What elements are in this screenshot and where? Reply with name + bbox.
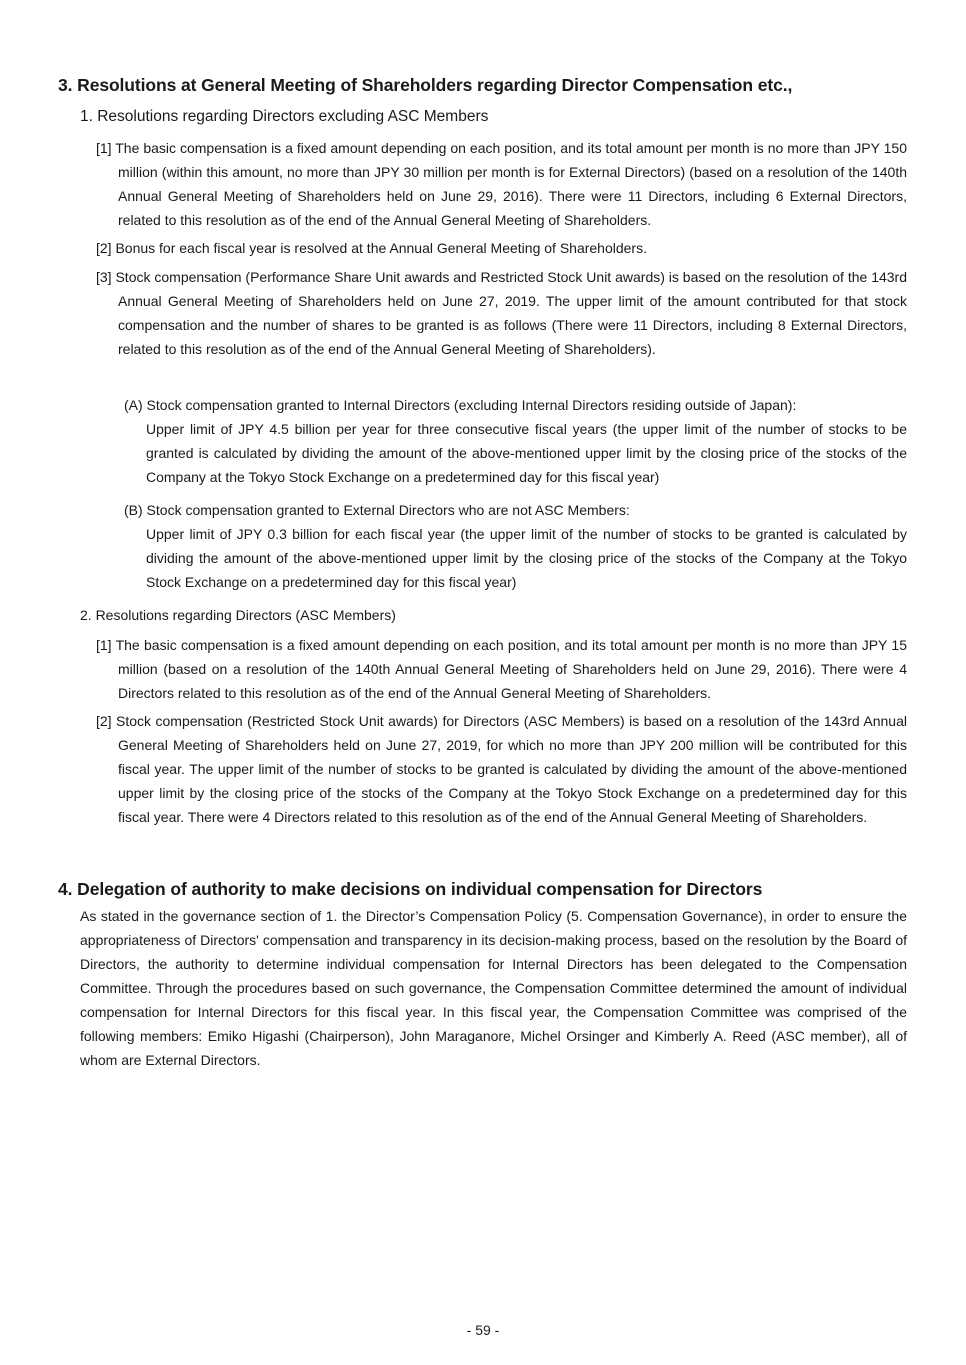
part-2-heading: 2. Resolutions regarding Directors (ASC Members)	[80, 607, 396, 623]
section-4-heading: 4. Delegation of authority to make decisions on individual compensation for Directors	[58, 879, 763, 899]
part-2-item-2: [2] Stock compensation (Restricted Stock Unit awards) for Directors (ASC Members) is based on a resolution of the 143rd Annual General Meeting of Shareholders held on June 27, 2019, for which no more than JPY 200 million will be contributed for this fiscal year. The upper limit of the number of stocks to be granted is calculated by dividing the amount of the above-mentioned upper limit by the closing price of the stocks of the Company at the Tokyo Stock Exchange on a predetermined day for this fiscal year. There were 4 Directors related to this resolution as of the end of the Annual General Meeting of Shareholders.	[96, 713, 907, 825]
part-1-item-3: [3] Stock compensation (Performance Share Unit awards and Restricted Stock Unit awards) is based on the resolution of the 143rd Annual General Meeting of Shareholders held on June 27, 2019. The upper limit of the amount contributed for that stock compensation and the number of shares to be granted is as follows (There were 11 Directors, including 8 External Directors, related to this resolution as of the end of the Annual General Meeting of Shareholders).	[96, 269, 907, 357]
part-1-item-2: [2] Bonus for each fiscal year is resolved at the Annual General Meeting of Shareholders.	[96, 240, 647, 256]
subitem-a-label: (A) Stock compensation granted to Internal Directors (excluding Internal Directors residing outside of Japan):	[124, 397, 797, 413]
part-1-heading: 1. Resolutions regarding Directors excluding ASC Members	[80, 108, 489, 125]
subitem-b-label: (B) Stock compensation granted to External Directors who are not ASC Members:	[124, 502, 630, 518]
section-4-paragraph: As stated in the governance section of 1. the Director’s Compensation Policy (5. Compensation Governance), in order to ensure the appropriateness of Directors' compensation and transparency in its decision-making process, based on the resolution by the Board of Directors, the authority to determine individual compensation for Internal Directors has been delegated to the Compensation Committee. Through the procedures based on such governance, the Compensation Committee determined the amount of individual compensation for Internal Directors for this fiscal year. In this fiscal year, the Compensation Committee was comprised of the following members: Emiko Higashi (Chairperson), John Maraganore, Michel Orsinger and Kimberly A. Reed (ASC member), all of whom are External Directors.	[80, 908, 907, 1068]
section-3-heading: 3. Resolutions at General Meeting of Shareholders regarding Director Compensation etc.,	[58, 75, 793, 95]
part-2-item-1: [1] The basic compensation is a fixed amount depending on each position, and its total amount per month is no more than JPY 15 million (based on a resolution of the 140th Annual General Meeting of Shareholders held on June 29, 2016). There were 4 Directors related to this resolution as of the end of the Annual General Meeting of Shareholders.	[96, 637, 907, 701]
subitem-a-body: Upper limit of JPY 4.5 billion per year for three consecutive fiscal years (the upper limit of the number of stocks to be granted is calculated by dividing the amount of the above-mentioned upper limit by the closing price of the stocks of the Company at the Tokyo Stock Exchange on a predetermined day for this fiscal year)	[146, 421, 907, 485]
subitem-b-body: Upper limit of JPY 0.3 billion for each fiscal year (the upper limit of the number of stocks to be granted is calculated by dividing the amount of the above-mentioned upper limit by the closing price of the stocks of the Company at the Tokyo Stock Exchange on a predetermined day for this fiscal year)	[146, 526, 907, 590]
part-1-item-1: [1] The basic compensation is a fixed amount depending on each position, and its total amount per month is no more than JPY 150 million (within this amount, no more than JPY 30 million per month is for External Directors) (based on a resolution of the 140th Annual General Meeting of Shareholders held on June 29, 2016). There were 11 Directors, including 6 External Directors, related to this resolution as of the end of the Annual General Meeting of Shareholders.	[96, 140, 907, 228]
part-1-subitem-b	[124, 498, 907, 594]
part-1-subitem-a	[124, 393, 907, 489]
page-number: - 59 -	[466, 1322, 500, 1338]
